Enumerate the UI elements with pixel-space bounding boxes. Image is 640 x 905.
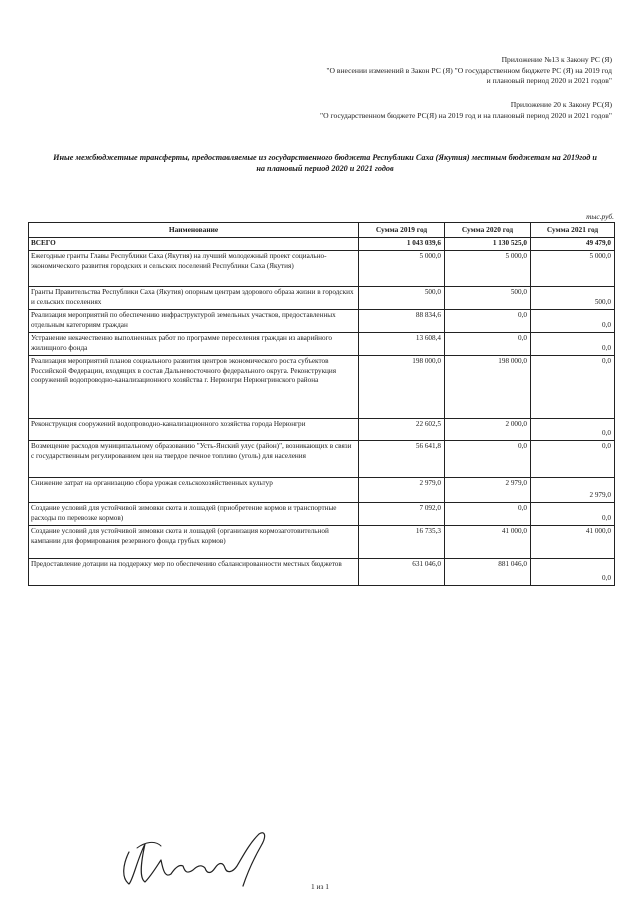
appendix-13-line1: Приложение №13 к Закону РС (Я) [501,55,612,64]
table-row [29,287,615,310]
row-2021: 0,0 [531,441,615,478]
row-2019: 22 602,5 [359,419,445,441]
row-2019: 13 608,4 [359,333,445,356]
total-2021: 49 479,0 [531,238,615,251]
row-2019: 5 000,0 [359,251,445,287]
row-2020: 0,0 [445,503,531,526]
table-row [29,441,615,478]
row-name: Реализация мероприятий планов социального развития центров экономического роста субъектов Российской Федерации, входящих в состав Дальневосточного федерального округа. Реконструкция сооружений водопроводно-канализационного хозяйства г. Нерюнгри Нерюнгринского района [29,356,359,419]
row-2021: 0,0 [531,356,615,419]
row-2019: 56 641,8 [359,441,445,478]
row-2021: 0,0 [531,310,615,333]
row-2019: 7 092,0 [359,503,445,526]
row-2020: 881 046,0 [445,559,531,586]
row-name: Реализация мероприятий по обеспечению инфраструктурой земельных участков, предоставленных отдельным категориям граждан [29,310,359,333]
row-2019: 631 046,0 [359,559,445,586]
row-2020: 198 000,0 [445,356,531,419]
row-name: Предоставление дотации на поддержку мер по обеспечению сбалансированности местных бюджетов [29,559,359,586]
table-row [29,419,615,441]
appendix-13-header [326,55,612,87]
table-row [29,503,615,526]
appendix-13-line2: "О внесении изменений в Закон РС (Я) "О государственном бюджете РС (Я) на 2019 год [326,65,612,75]
row-name: Создание условий для устойчивой зимовки скота и лошадей (приобретение кормов и транспортные расходы по перевозке кормов) [29,503,359,526]
appendix-20-line2: "О государственном бюджете РС(Я) на 2019 год и на плановый период 2020 и 2021 годов" [320,110,612,120]
row-2021: 2 979,0 [531,478,615,503]
document-title-line1: Иные межбюджетные трансферты, предоставляемые из государственного бюджета Республики Саха (Якутия) местным бюджетам на 2019год и [53,153,597,162]
unit-label: тыс.руб. [586,212,614,221]
row-2021: 0,0 [531,333,615,356]
row-2020: 2 979,0 [445,478,531,503]
header-2021: Сумма 2021 год [531,223,615,238]
document-title [30,152,620,174]
header-name: Наименование [29,223,359,238]
appendix-20-header [320,100,612,121]
table-row [29,478,615,503]
total-row [29,238,615,251]
document-title-line2: на плановый период 2020 и 2021 годов [256,164,394,173]
row-name: Создание условий для устойчивой зимовки скота и лошадей (организация кормозаготовительной кампании для формирования резервного фонда грубых кормов) [29,526,359,559]
row-2021: 0,0 [531,503,615,526]
row-name: Снижение затрат на организацию сбора урожая сельскохозяйственных культур [29,478,359,503]
table-header-row [29,223,615,238]
table-row [29,251,615,287]
row-name: Возмещение расходов муниципальному образованию "Усть-Янский улус (район)", возникающих в связи с государственным регулированием цен на твердое печное топливо (уголь) для населения [29,441,359,478]
page-number: 1 из 1 [311,882,329,891]
row-2021: 5 000,0 [531,251,615,287]
row-2019: 2 979,0 [359,478,445,503]
row-2020: 5 000,0 [445,251,531,287]
table-row [29,310,615,333]
row-2020: 500,0 [445,287,531,310]
appendix-20-line1: Приложение 20 к Закону РС(Я) [510,100,612,109]
row-2020: 41 000,0 [445,526,531,559]
total-2019: 1 043 039,6 [359,238,445,251]
appendix-13-line3: и плановый период 2020 и 2021 годов" [486,76,612,85]
row-2020: 0,0 [445,441,531,478]
row-2020: 0,0 [445,310,531,333]
row-2021: 500,0 [531,287,615,310]
row-2019: 500,0 [359,287,445,310]
transfers-table [28,222,615,586]
table-row [29,559,615,586]
row-2019: 88 834,6 [359,310,445,333]
row-2019: 198 000,0 [359,356,445,419]
total-2020: 1 130 525,0 [445,238,531,251]
row-name: Ежегодные гранты Главы Республики Саха (Якутия) на лучший молодежный проект социально-экономического развития городских и сельских поселений Республики Саха (Якутия) [29,251,359,287]
row-name: Гранты Правительства Республики Саха (Якутия) опорным центрам здорового образа жизни в городских и сельских поселениях [29,287,359,310]
header-2020: Сумма 2020 год [445,223,531,238]
table-row [29,356,615,419]
total-label: ВСЕГО [29,238,359,251]
header-2019: Сумма 2019 год [359,223,445,238]
row-2021: 0,0 [531,419,615,441]
row-2019: 16 735,3 [359,526,445,559]
table-row [29,526,615,559]
row-name: Устранение некачественно выполненных работ по программе переселения граждан из аварийного жилищного фонда [29,333,359,356]
row-name: Реконструкция сооружений водопроводно-канализационного хозяйства города Нерюнгри [29,419,359,441]
row-2021: 41 000,0 [531,526,615,559]
row-2021: 0,0 [531,559,615,586]
row-2020: 0,0 [445,333,531,356]
table-row [29,333,615,356]
row-2020: 2 000,0 [445,419,531,441]
